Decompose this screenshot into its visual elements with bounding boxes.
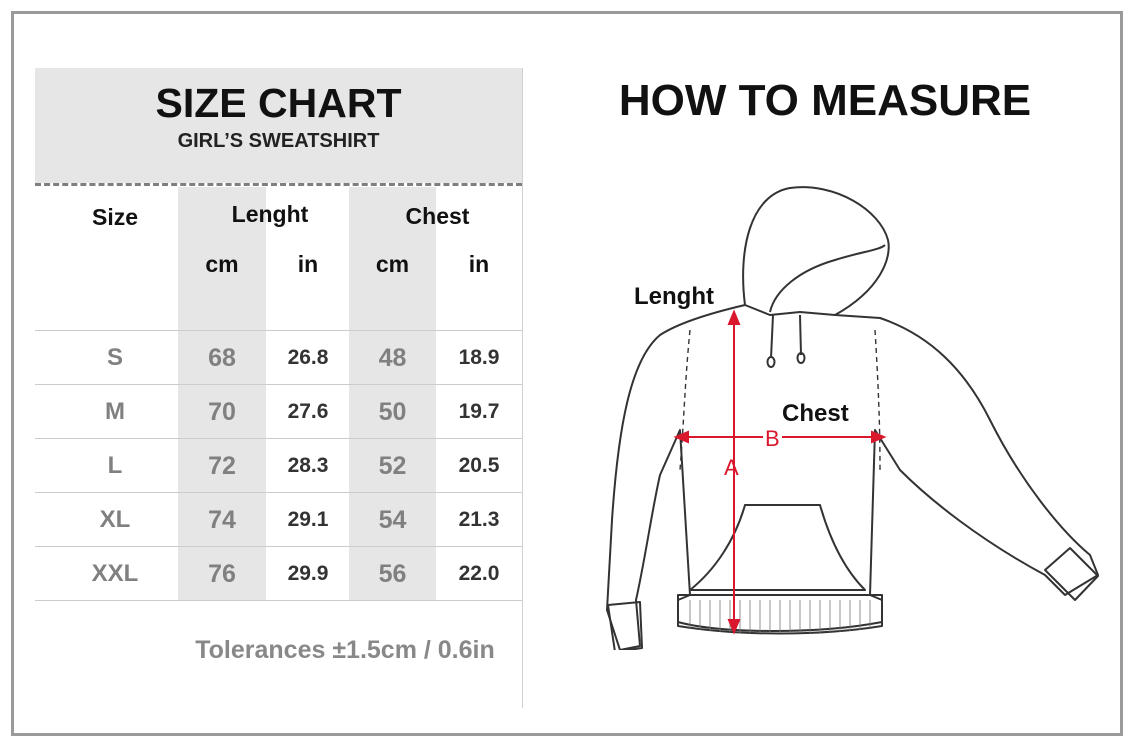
size-cell: M	[105, 398, 125, 425]
panel-divider	[522, 68, 523, 708]
chest-cm-cell: 48	[378, 344, 407, 372]
chest-in-cell: 22.0	[458, 562, 500, 585]
drawstring-left	[771, 315, 773, 358]
size-chart	[35, 68, 522, 708]
how-to-measure-title: HOW TO MEASURE	[618, 76, 1032, 125]
length-in-cell: 26.8	[287, 346, 329, 369]
length-in-header: in	[297, 251, 319, 277]
chest-in-cell: 19.7	[458, 400, 500, 423]
table-row	[35, 331, 522, 385]
chest-in-cell: 20.5	[458, 454, 500, 477]
length-cm-cell: 74	[208, 506, 236, 534]
chest-header: Chest	[405, 203, 470, 229]
size-chart-subtitle: GIRL’S SWEATSHIRT	[177, 130, 380, 152]
length-header: Lenght	[231, 201, 309, 227]
side-seam-left	[680, 330, 690, 470]
chest-in-header: in	[468, 251, 490, 277]
pocket-outline	[690, 505, 865, 590]
length-cm-cell: 76	[208, 560, 236, 588]
size-chart-title: SIZE CHART	[155, 80, 402, 126]
hood-inner	[770, 245, 885, 312]
size-chart-header	[35, 68, 522, 183]
chest-cm-cell: 52	[378, 452, 407, 480]
size-cell: L	[107, 452, 123, 479]
chest-label: Chest	[782, 400, 849, 427]
table-row	[35, 385, 522, 439]
body-outline	[607, 305, 1098, 650]
table-row	[35, 493, 522, 547]
size-header: Size	[91, 204, 139, 230]
size-cell: XL	[99, 506, 131, 533]
tolerance-note: Tolerances ±1.5cm / 0.6in	[195, 636, 495, 664]
hoodie-illustration	[595, 180, 1110, 650]
drawstring-right	[800, 315, 801, 355]
length-in-cell: 28.3	[287, 454, 329, 477]
table-row	[35, 547, 522, 601]
length-in-cell: 27.6	[287, 400, 329, 423]
length-cm-cell: 72	[208, 452, 236, 480]
side-seam-right	[875, 330, 880, 470]
table-row	[35, 439, 522, 493]
length-cm-cell: 68	[208, 344, 236, 372]
length-in-cell: 29.1	[287, 508, 329, 531]
chest-in-cell: 21.3	[458, 508, 500, 531]
length-in-cell: 29.9	[287, 562, 329, 585]
row-divider	[35, 600, 522, 601]
marker-b: B	[765, 426, 780, 451]
length-label: Lenght	[634, 283, 714, 310]
marker-a: A	[724, 455, 739, 480]
length-cm-cell: 70	[208, 398, 236, 426]
chest-cm-cell: 54	[378, 506, 407, 534]
chest-cm-cell: 56	[378, 560, 407, 588]
size-cell: XXL	[91, 560, 139, 587]
chest-cm-cell: 50	[378, 398, 407, 426]
dashed-divider	[35, 183, 522, 186]
size-cell: S	[106, 344, 123, 371]
chest-cm-header: cm	[375, 251, 410, 277]
length-cm-header: cm	[205, 251, 239, 277]
chest-in-cell: 18.9	[458, 346, 500, 369]
